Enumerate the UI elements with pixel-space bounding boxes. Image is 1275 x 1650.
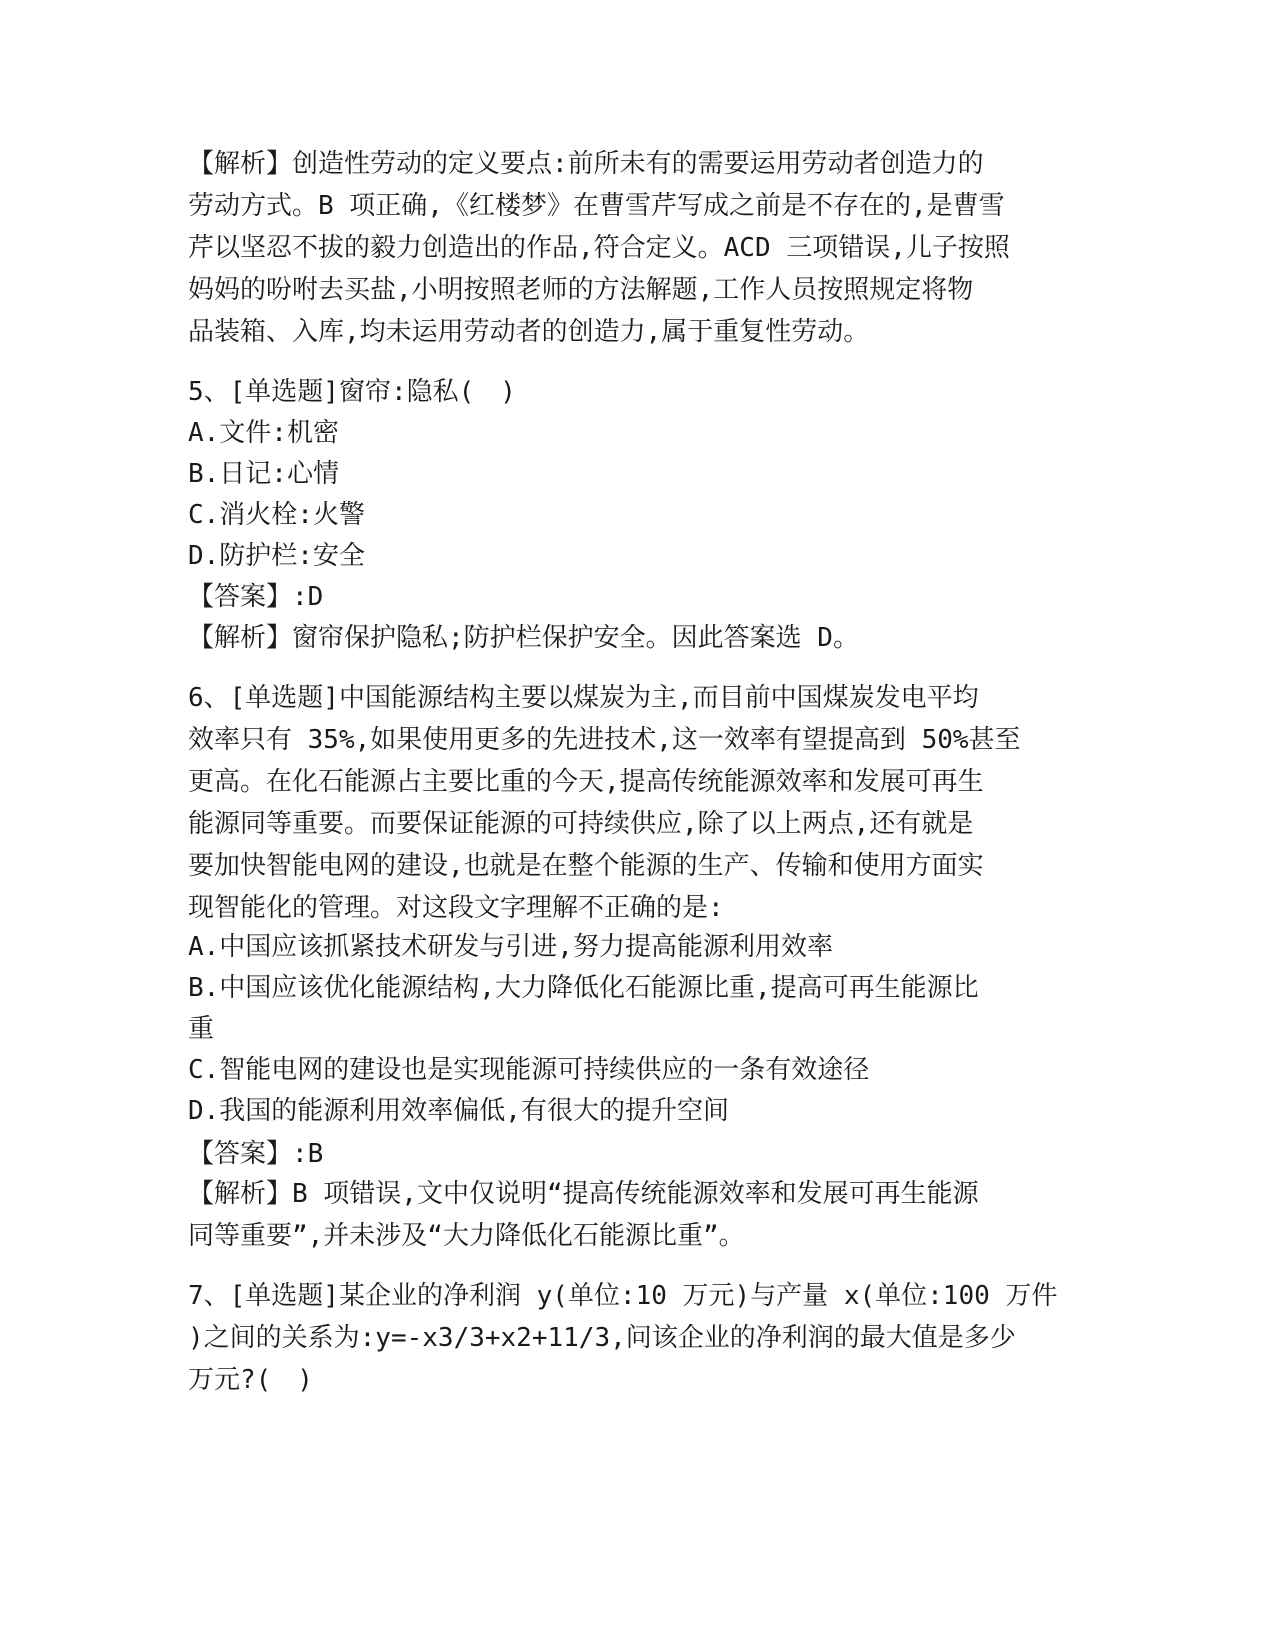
q6-question-line-6: 现智能化的管理。对这段文字理解不正确的是:: [188, 893, 724, 923]
q6-option-c: C.智能电网的建设也是实现能源可持续供应的一条有效途径: [188, 1055, 870, 1085]
q6-question-line-1: 6、[单选题]中国能源结构主要以煤炭为主,而目前中国煤炭发电平均: [188, 683, 979, 713]
q7-question-line-1: 7、[单选题]某企业的净利润 y(单位:10 万元)与产量 x(单位:100 万件: [188, 1281, 1058, 1311]
q6-question-line-2: 效率只有 35%,如果使用更多的先进技术,这一效率有望提高到 50%甚至: [188, 725, 1021, 755]
analysis-q4-line-4: 妈妈的吩咐去买盐,小明按照老师的方法解题,工作人员按照规定将物: [188, 275, 974, 305]
q5-option-b: B.日记:心情: [188, 459, 339, 489]
q5-analysis: 【解析】窗帘保护隐私;防护栏保护安全。因此答案选 D。: [188, 623, 859, 653]
q6-option-b: B.中国应该优化能源结构,大力降低化石能源比重,提高可再生能源比: [188, 973, 979, 1003]
q6-answer: 【答案】:B: [188, 1139, 324, 1169]
q6-option-b-cont: 重: [188, 1014, 215, 1044]
q6-question-line-3: 更高。在化石能源占主要比重的今天,提高传统能源效率和发展可再生: [188, 767, 984, 797]
q5-option-d: D.防护栏:安全: [188, 541, 365, 571]
q6-analysis-line-2: 同等重要”,并未涉及“大力降低化石能源比重”。: [188, 1221, 745, 1251]
q6-option-d: D.我国的能源利用效率偏低,有很大的提升空间: [188, 1096, 729, 1126]
q6-analysis-line-1: 【解析】B 项错误,文中仅说明“提高传统能源效率和发展可再生能源: [188, 1179, 979, 1209]
q5-answer: 【答案】:D: [188, 582, 324, 612]
q7-question-line-2: )之间的关系为:y=-x3/3+x2+11/3,问该企业的净利润的最大值是多少: [188, 1323, 1016, 1353]
q5-option-a: A.文件:机密: [188, 418, 339, 448]
q7-question-line-3: 万元?( ): [188, 1365, 313, 1395]
analysis-q4-line-1: 【解析】创造性劳动的定义要点:前所未有的需要运用劳动者创造力的: [188, 149, 984, 179]
q5-question: 5、[单选题]窗帘:隐私( ): [188, 377, 516, 407]
analysis-q4-line-5: 品装箱、入库,均未运用劳动者的创造力,属于重复性劳动。: [188, 317, 870, 347]
q6-question-line-5: 要加快智能电网的建设,也就是在整个能源的生产、传输和使用方面实: [188, 851, 984, 881]
analysis-q4-line-2: 劳动方式。B 项正确,《红楼梦》在曹雪芹写成之前是不存在的,是曹雪: [188, 191, 1005, 221]
q5-option-c: C.消火栓:火警: [188, 500, 365, 530]
analysis-q4-line-3: 芹以坚忍不拔的毅力创造出的作品,符合定义。ACD 三项错误,儿子按照: [188, 233, 1010, 263]
q6-question-line-4: 能源同等重要。而要保证能源的可持续供应,除了以上两点,还有就是: [188, 809, 974, 839]
q6-option-a: A.中国应该抓紧技术研发与引进,努力提高能源利用效率: [188, 932, 833, 962]
